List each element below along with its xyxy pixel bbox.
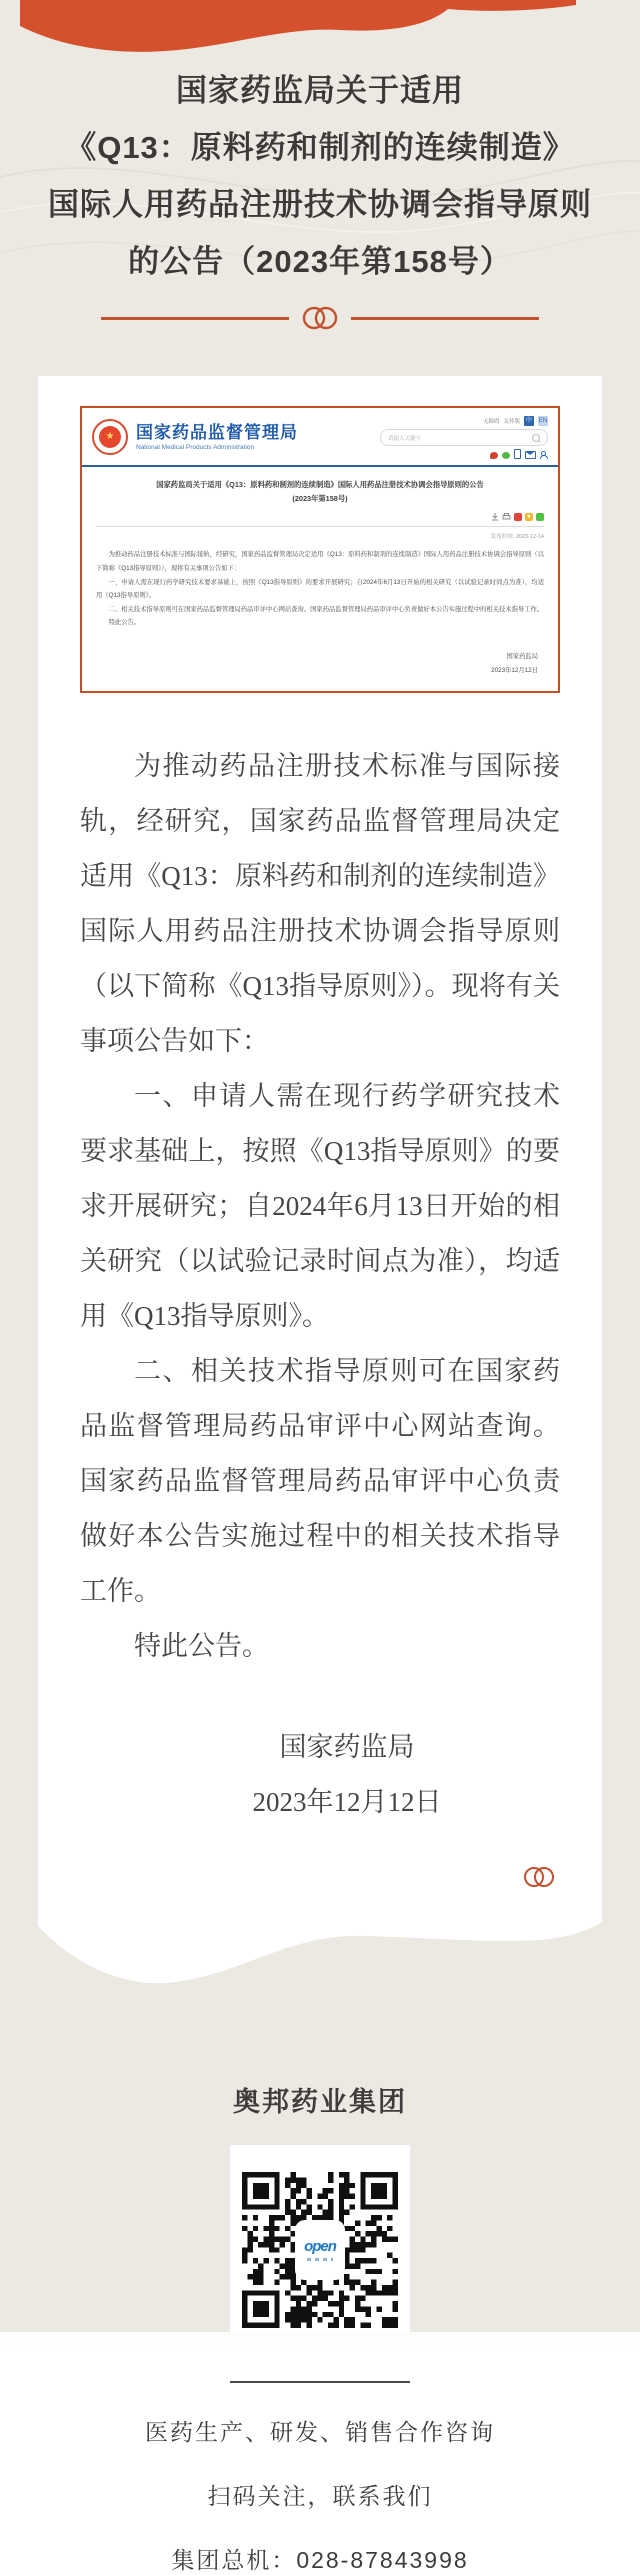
page-title — [0, 0, 640, 290]
download-icon — [491, 513, 499, 521]
gov-article-body — [96, 548, 544, 629]
footer-line-follow: 扫码关注，联系我们 — [207, 2482, 433, 2509]
footer-line-consulting: 医药生产、研发、销售合作咨询 — [145, 2418, 495, 2445]
gov-site-header — [82, 408, 558, 465]
lang-zh-button: 中 — [525, 418, 532, 424]
article-paragraph: 为推动药品注册技术标准与国际接轨，经研究，国家药品监督管理局决定适用《Q13：原料药和制剂的连续制造》国际人用药品注册技术协调会指导原则（以下简称《Q13指导原则》）。现将有关事项公告如下： — [80, 750, 560, 1056]
card-footer-decoration — [80, 1830, 560, 1914]
company-name: 奥邦药业集团 — [233, 2086, 407, 2117]
gov-article — [82, 467, 558, 691]
article-paragraph: 一、申请人需在现行药学研究技术要求基础上，按照《Q13指导原则》的要求开展研究；自2024年6月13日开始的相关研究（以试验记录时间点为准），均适用《Q13指导原则》。 — [80, 1080, 560, 1331]
card-bottom-wave — [38, 1914, 602, 1994]
gov-top-links — [483, 416, 548, 426]
page-title-line-2: 《Q13：原料药和制剂的连续制造》 — [65, 130, 575, 165]
weibo-icon — [490, 452, 498, 459]
bottom-strip — [0, 2332, 640, 2346]
mail-icon — [525, 451, 536, 459]
gov-search-placeholder: 请输入关键字 — [388, 435, 422, 442]
qr-code — [242, 2172, 398, 2328]
gov-signature: 国家药监局 — [506, 652, 538, 660]
gov-paragraph: 二、相关技术指导原则可在国家药品监督管理局药品审评中心网站查询。国家药品监督管理局药品审评中心负责做好本公告实施过程中的相关技术指导工作。 — [108, 605, 544, 613]
gov-site-brand — [92, 415, 298, 459]
divider-line-left — [101, 317, 289, 320]
accessibility-link: 无障碍 — [482, 419, 500, 425]
gov-signature-block — [96, 650, 544, 679]
gov-article-rule — [96, 526, 544, 527]
article-signature: 国家药监局 — [279, 1731, 415, 1762]
article-paragraph: 特此公告。 — [134, 1630, 269, 1661]
footer-line-phone: 集团总机：028-87843998 — [171, 2546, 469, 2573]
gov-social-icons — [490, 449, 548, 459]
care-mode-link: 关怀版 — [503, 419, 520, 425]
gov-article-actions — [96, 513, 544, 521]
national-emblem-icon — [92, 419, 128, 455]
gov-article-title-line1: 国家药监局关于适用《Q13：原料药和制剂的连续制造》国际人用药品注册技术协调会指导原则的公告 — [156, 480, 484, 489]
gov-site-name: 国家药品监督管理局 — [136, 422, 298, 442]
gov-sign-date: 2023年12月12日 — [491, 667, 538, 675]
gov-search-input — [380, 429, 548, 446]
gov-website-screenshot[interactable] — [80, 406, 560, 693]
divider-line-right — [351, 317, 539, 320]
interlocked-rings-icon — [300, 304, 340, 332]
qr-logo-text: open — [304, 2238, 336, 2256]
qr-logo-marks — [307, 2258, 333, 2261]
article-body — [80, 739, 560, 1674]
share-favorite-icon: ★ — [526, 514, 532, 521]
gov-article-title — [96, 478, 544, 506]
gov-paragraph: 特此公告。 — [108, 619, 141, 627]
lang-en-button: EN — [538, 418, 548, 424]
emblem-star-icon: ★ — [99, 426, 121, 448]
interlocked-rings-icon — [522, 1864, 556, 1890]
mobile-icon — [514, 449, 521, 459]
wechat-icon — [502, 452, 510, 459]
qr-panel[interactable] — [230, 2145, 410, 2355]
gov-site-tools — [380, 415, 548, 459]
search-icon — [532, 434, 540, 442]
gov-publish-time: 发布时间: 2023-12-14 — [490, 534, 544, 541]
content-card — [38, 376, 602, 1914]
title-divider — [0, 304, 640, 332]
page-title-line-3: 国际人用药品注册技术协调会指导原则 — [48, 187, 592, 222]
share-weibo-icon — [514, 513, 522, 521]
gov-article-title-line2: (2023年第158号) — [292, 494, 348, 504]
page-title-line-4: 的公告（2023年第158号） — [128, 244, 512, 279]
gov-site-name-en: National Medical Products Administration — [136, 444, 255, 452]
gov-paragraph: 一、申请人需在现行药学研究技术要求基础上，按照《Q13指导原则》的要求开展研究；自2024年6月13日开始的相关研究（以试验记录时间点为准），均适用《Q13指导原则》。 — [96, 578, 544, 600]
user-icon — [540, 451, 548, 459]
footer-divider — [230, 2381, 410, 2383]
article-sign-date: 2023年12月12日 — [252, 1786, 442, 1817]
page-title-line-1: 国家药监局关于适用 — [176, 73, 464, 108]
footer — [0, 2080, 640, 2575]
qr-center-logo — [295, 2220, 345, 2280]
article-paragraph: 二、相关技术指导原则可在国家药品监督管理局药品审评中心网站查询。国家药品监督管理局药品审评中心负责做好本公告实施过程中的相关技术指导工作。 — [80, 1355, 560, 1606]
print-icon — [502, 513, 511, 521]
share-wechat-icon — [536, 513, 544, 521]
gov-paragraph: 为推动药品注册技术标准与国际接轨，经研究，国家药品监督管理局决定适用《Q13：原料药和制剂的连续制造》国际人用药品注册技术协调会指导原则（以下简称《Q13指导原则》），现将有关事项公告如下： — [96, 551, 544, 572]
article-signature-block — [80, 1720, 560, 1830]
